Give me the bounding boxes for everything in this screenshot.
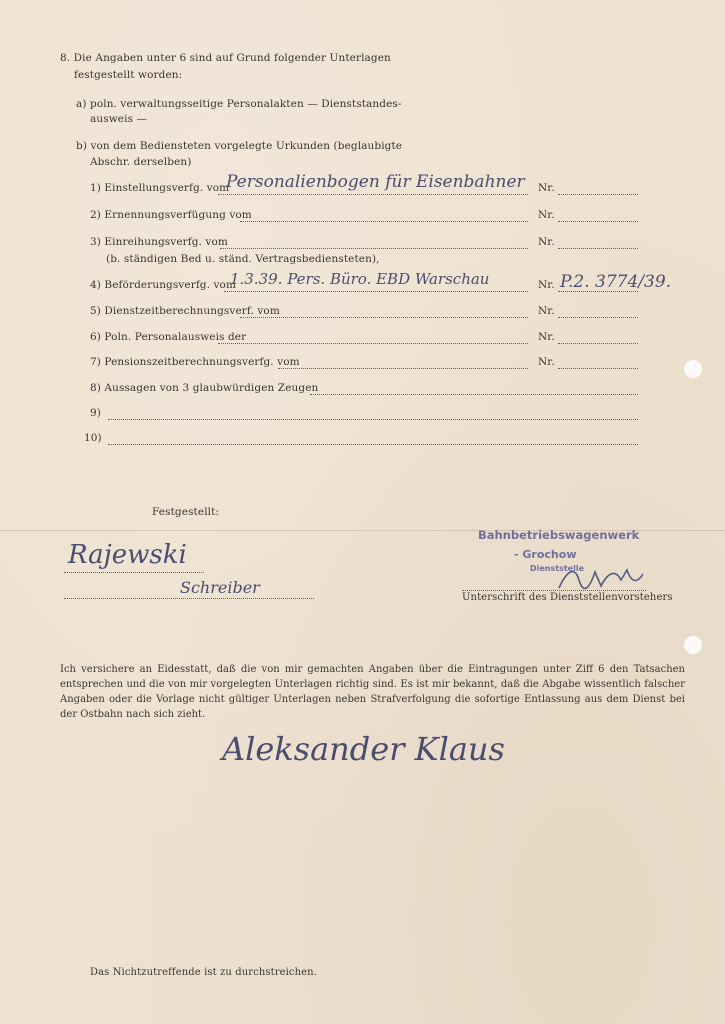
section-8-heading-line2: festgestellt worden:	[74, 69, 183, 81]
final-signature: Aleksander Klaus	[222, 730, 505, 768]
section-8-heading-line1: 8. Die Angaben unter 6 sind auf Grund folgender Unterlagen	[60, 52, 391, 64]
item-b-line1: b) von dem Bediensteten vorgelegte Urkunden (beglaubigte	[76, 140, 403, 152]
item-7-nr-line	[558, 368, 638, 369]
item-7-label: 7) Pensionszeitberechnungsverfg. vom	[90, 356, 300, 368]
item-7-nr-label: Nr.	[538, 356, 555, 368]
punch-hole-lower	[684, 636, 702, 654]
item-5-nr-line	[558, 317, 638, 318]
item-3-nr-line	[558, 248, 638, 249]
item-3-dotted-line	[220, 248, 528, 249]
item-6-dotted-line	[218, 343, 528, 344]
item-2-label: 2) Ernennungsverfügung vom	[90, 209, 252, 221]
item-2-nr-label: Nr.	[538, 209, 555, 221]
item-2-nr-line	[558, 221, 638, 222]
item-a-line1: a) poln. verwaltungsseitige Personalakten — Dienststandes-	[76, 98, 402, 110]
item-1-label: 1) Einstellungsverfg. vom	[90, 182, 230, 194]
festgestellt-label: Festgestellt:	[152, 506, 220, 518]
item-5-label: 5) Dienstzeitberechnungsverf. vom	[90, 305, 280, 317]
item-a-line2: ausweis —	[90, 113, 148, 125]
item-10-label: 10)	[84, 432, 102, 444]
item-5-nr-label: Nr.	[538, 305, 555, 317]
item-4-label: 4) Beförderungsverfg. vom	[90, 279, 237, 291]
item-6-label: 6) Poln. Personalausweis der	[90, 331, 247, 343]
item-4-dotted-line	[224, 291, 528, 292]
footnote: Das Nichtzutreffende ist zu durchstreichen.	[90, 967, 317, 978]
item-8-dotted-line	[310, 394, 638, 395]
item-9-dotted-line	[108, 419, 638, 420]
festgestellt-signature: Rajewski	[68, 540, 187, 570]
item-3-subnote: (b. ständigen Bed u. ständ. Vertragsbediensteten),	[106, 253, 380, 265]
item-b-line2: Abschr. derselben)	[90, 156, 192, 168]
stamp-line3: Dienststelle	[530, 564, 585, 573]
item-1-nr-label: Nr.	[538, 182, 555, 194]
item-10-dotted-line	[108, 444, 638, 445]
item-2-dotted-line	[240, 221, 528, 222]
eid-paragraph: Ich versichere an Eidesstatt, daß die von mir gemachten Angaben über die Eintragungen unter Ziff 6 den Tatsachen entsprechen und die von mir vorgelegten Unterlagen richtig sind. Es ist mir bekannt, daß die Abgabe wissentlich falscher Angaben oder die Vorlage nicht gültiger Unterlagen neben Strafverfolgung die sofortige Entlassung aus dem Dienst bei der Ostbahn nach sich zieht.	[60, 664, 685, 720]
item-3-label: 3) Einreihungsverfg. vom	[90, 236, 228, 248]
item-9-label: 9)	[90, 407, 101, 419]
item-4-nr-label: Nr.	[538, 279, 555, 291]
stamp-line1: Bahnbetriebswagenwerk	[478, 528, 640, 542]
item-4-handwritten-value: 1.3.39. Pers. Büro. EBD Warschau	[230, 270, 490, 288]
item-1-dotted-line	[218, 194, 528, 195]
item-1-handwritten-value: Personalienbogen für Eisenbahner	[226, 172, 525, 192]
stamp-line2: - Grochow	[514, 548, 577, 561]
festgestellt-title-line	[64, 598, 314, 599]
item-5-dotted-line	[240, 317, 528, 318]
unterschrift-label: Unterschrift des Dienststellenvorstehers	[462, 592, 673, 603]
item-7-dotted-line	[278, 368, 528, 369]
item-6-nr-line	[558, 343, 638, 344]
punch-hole-upper	[684, 360, 702, 378]
festgestellt-signature-line	[64, 572, 204, 573]
item-6-nr-label: Nr.	[538, 331, 555, 343]
item-8-label: 8) Aussagen von 3 glaubwürdigen Zeugen	[90, 382, 319, 394]
item-4-nr-handwritten: P.2. 3774/39.	[560, 272, 672, 292]
item-3-nr-label: Nr.	[538, 236, 555, 248]
festgestellt-title: Schreiber	[180, 578, 260, 597]
item-1-nr-line	[558, 194, 638, 195]
